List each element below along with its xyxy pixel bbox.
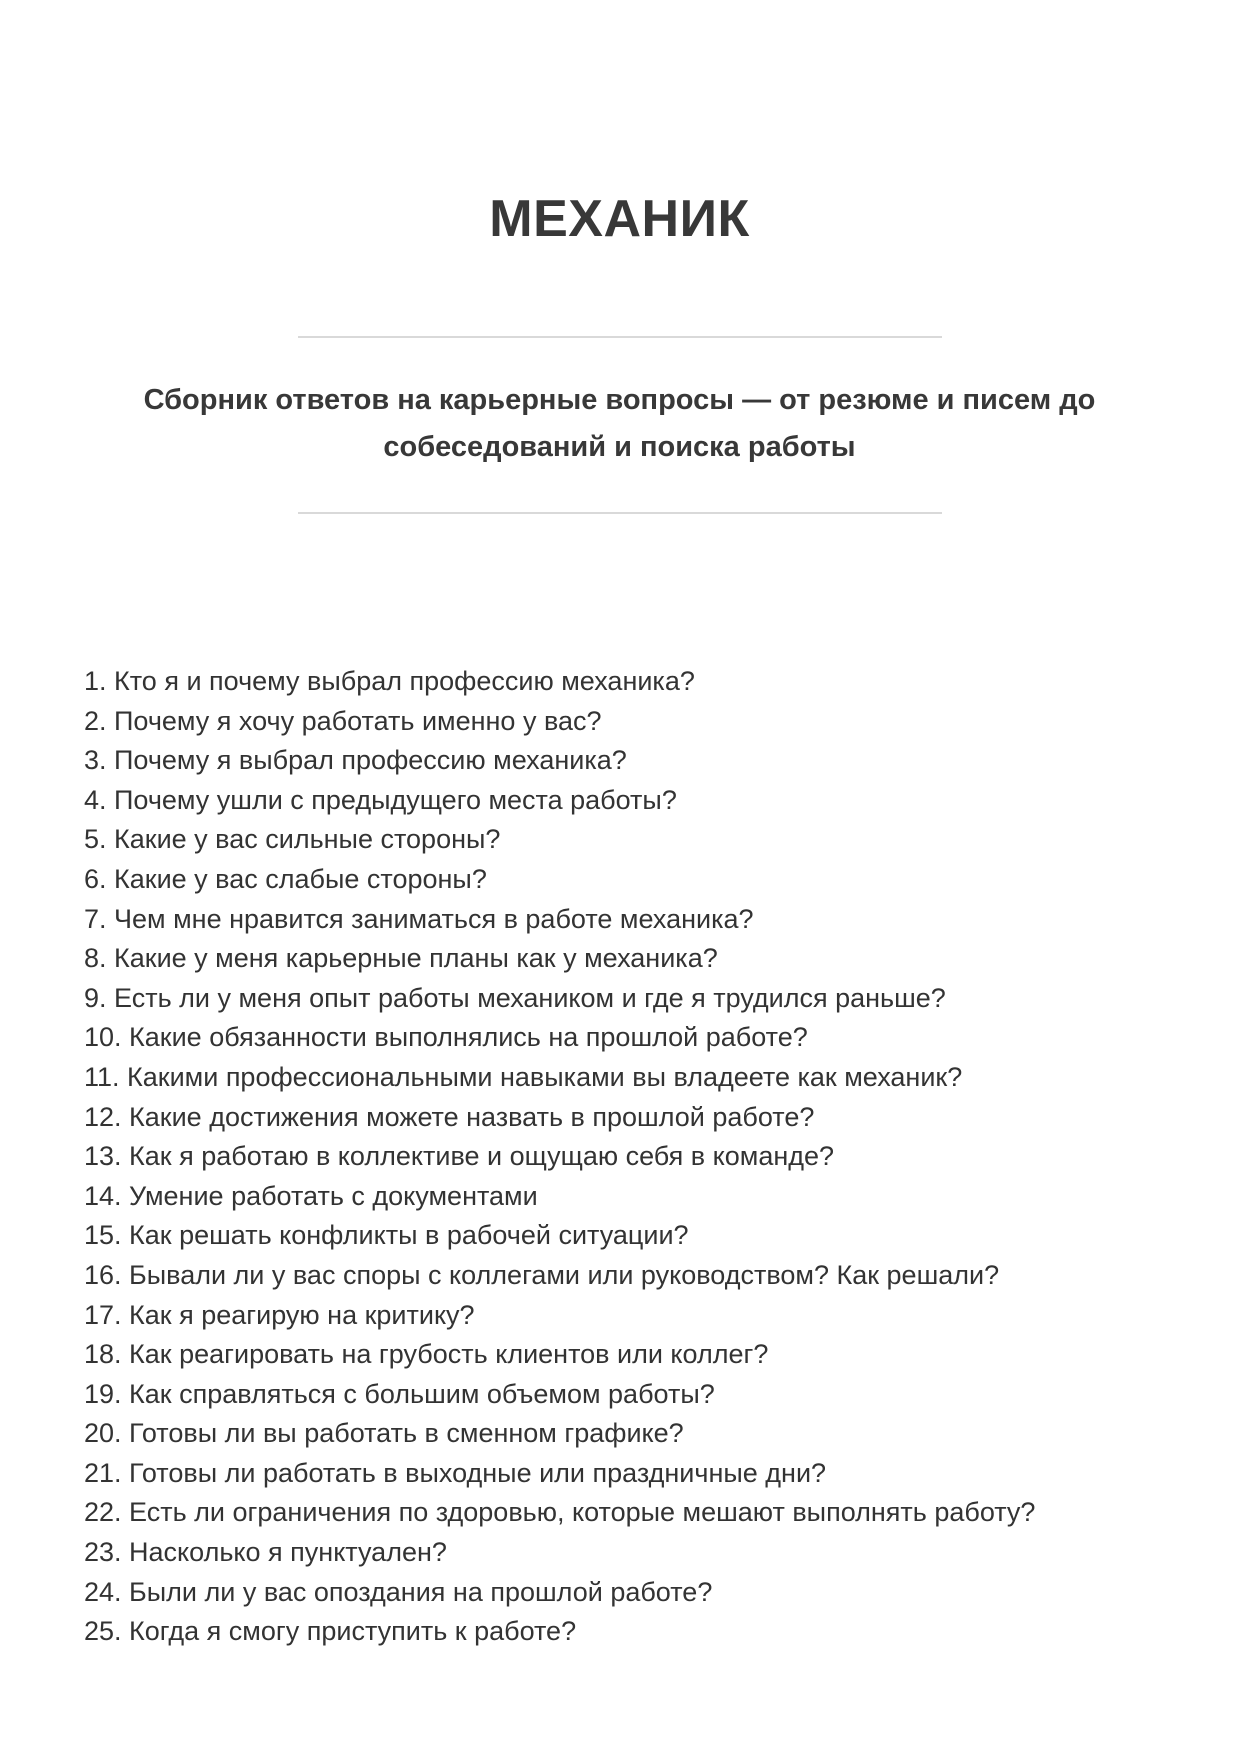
question-item: 4. Почему ушли с предыдущего места работы? — [84, 784, 677, 815]
question-item: 18. Как реагировать на грубость клиентов или коллег? — [84, 1339, 769, 1370]
question-item: 8. Какие у меня карьерные планы как у механика? — [84, 943, 718, 974]
question-item: 6. Какие у вас слабые стороны? — [84, 863, 487, 894]
question-item: 2. Почему я хочу работать именно у вас? — [84, 705, 602, 736]
document-subtitle — [0, 377, 1239, 471]
question-item: 15. Как решать конфликты в рабочей ситуации? — [84, 1220, 689, 1251]
question-item: 19. Как справляться с большим объемом работы? — [84, 1378, 715, 1409]
divider-top — [298, 336, 942, 338]
question-item: 16. Бывали ли у вас споры с коллегами или руководством? Как решали? — [84, 1259, 1000, 1290]
question-item: 14. Умение работать с документами — [84, 1180, 538, 1211]
question-item: 20. Готовы ли вы работать в сменном графике? — [84, 1418, 684, 1449]
question-list — [0, 662, 1239, 1652]
subtitle-line-1: Сборник ответов на карьерные вопросы — от резюме и писем до — [143, 384, 1096, 416]
divider-bottom — [298, 512, 942, 514]
question-item: 1. Кто я и почему выбрал профессию механика? — [84, 666, 695, 696]
subtitle-line-2: собеседований и поиска работы — [383, 431, 856, 463]
question-item: 25. Когда я смогу приступить к работе? — [84, 1616, 577, 1647]
question-item: 10. Какие обязанности выполнялись на прошлой работе? — [84, 1022, 808, 1053]
question-item: 22. Есть ли ограничения по здоровью, которые мешают выполнять работу? — [84, 1497, 1036, 1528]
question-item: 17. Как я реагирую на критику? — [84, 1299, 475, 1330]
document-title: МЕХАНИК — [489, 190, 750, 248]
question-item: 3. Почему я выбрал профессию механика? — [84, 745, 627, 776]
question-item: 13. Как я работаю в коллективе и ощущаю себя в команде? — [84, 1141, 835, 1172]
question-item: 24. Были ли у вас опоздания на прошлой работе? — [84, 1576, 713, 1607]
question-item: 21. Готовы ли работать в выходные или праздничные дни? — [84, 1457, 827, 1488]
question-item: 9. Есть ли у меня опыт работы механиком и где я трудился раньше? — [84, 982, 946, 1013]
question-item: 5. Какие у вас сильные стороны? — [84, 824, 501, 855]
question-item: 11. Какими профессиональными навыками вы владеете как механик? — [84, 1061, 963, 1092]
question-item: 23. Насколько я пунктуален? — [84, 1537, 447, 1568]
question-item: 12. Какие достижения можете назвать в прошлой работе? — [84, 1101, 815, 1132]
question-item: 7. Чем мне нравится заниматься в работе механика? — [84, 903, 754, 934]
